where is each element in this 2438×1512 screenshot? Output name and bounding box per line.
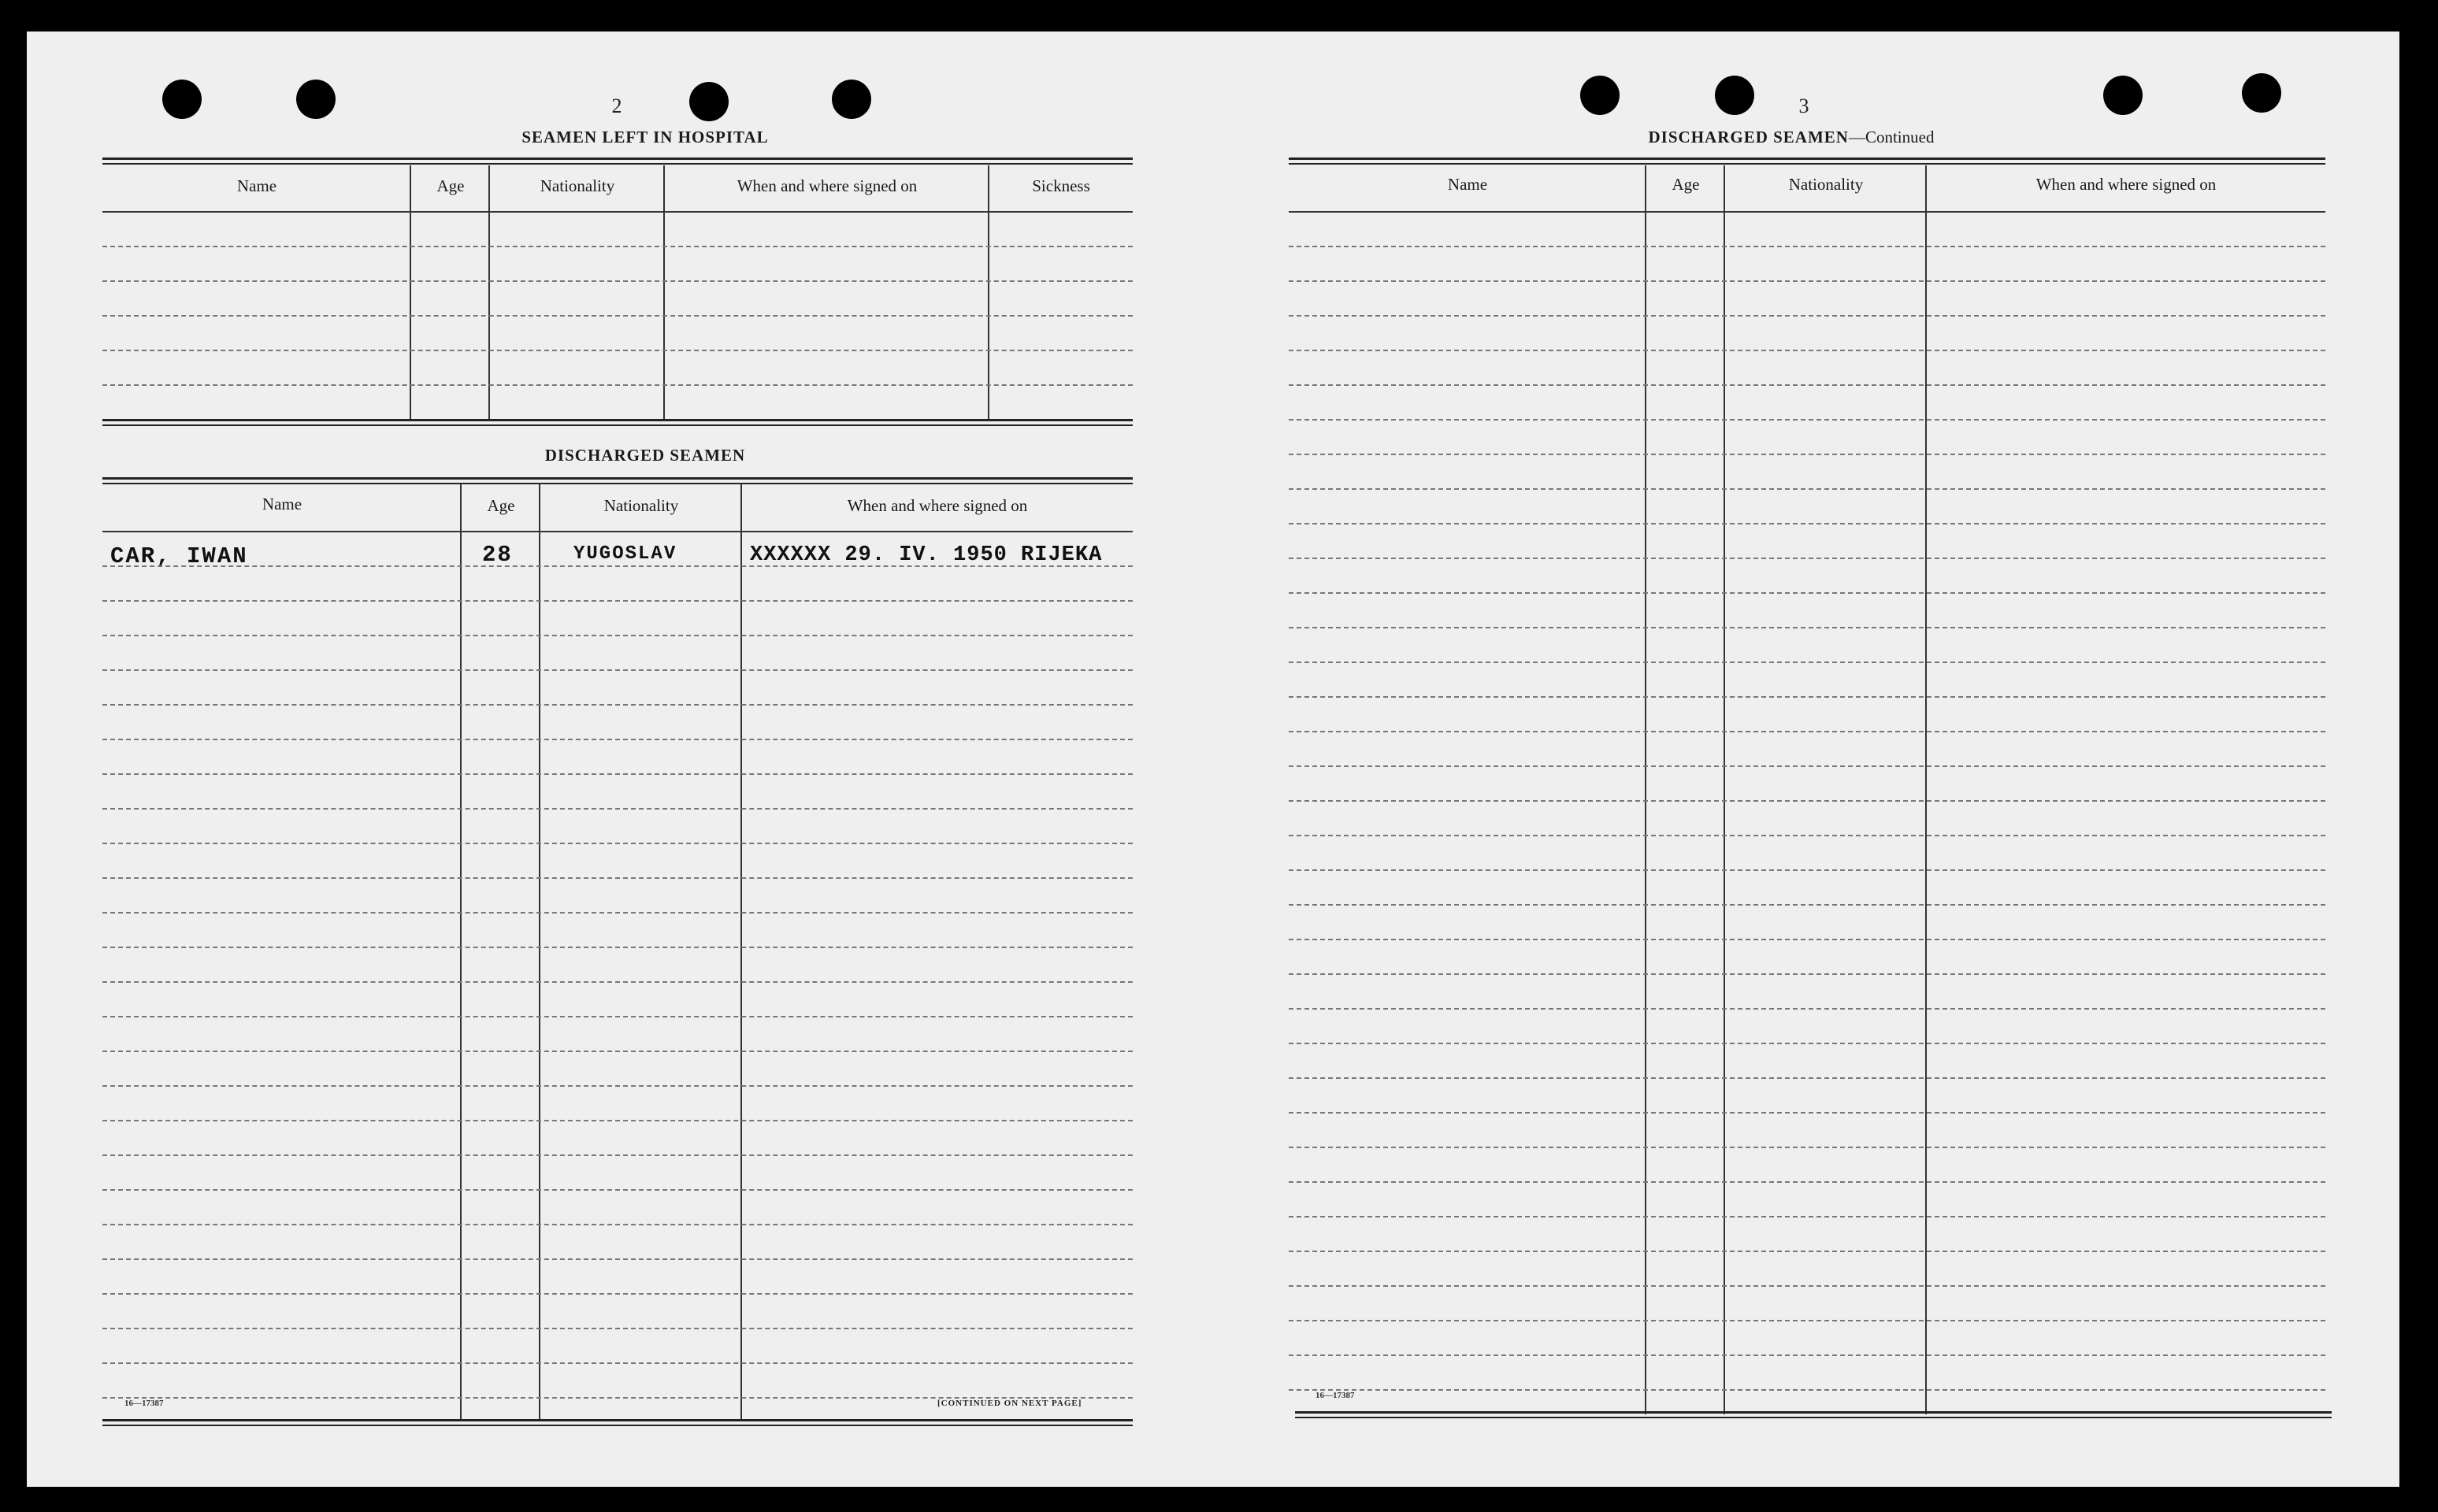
row-line bbox=[1289, 1354, 2325, 1356]
row-line bbox=[1289, 1147, 2325, 1148]
form-number-left: 16—17387 bbox=[124, 1399, 164, 1408]
row-line bbox=[102, 739, 1133, 740]
row-line bbox=[1289, 1251, 2325, 1252]
hospital-col-nationality: Nationality bbox=[540, 176, 615, 195]
row-line bbox=[1289, 662, 2325, 663]
discharged-bottom-rule bbox=[102, 1419, 1133, 1426]
row-line bbox=[1289, 1077, 2325, 1079]
row-line bbox=[102, 1051, 1133, 1052]
right-col-nationality: Nationality bbox=[1788, 175, 1864, 194]
discharged-row-name: CAR, IWAN bbox=[110, 543, 248, 569]
row-line bbox=[1289, 454, 2325, 455]
right-top-rule bbox=[1289, 158, 2325, 165]
row-line bbox=[1289, 869, 2325, 871]
discharged-section-title: DISCHARGED SEAMEN bbox=[544, 446, 746, 465]
punch-hole bbox=[689, 82, 729, 121]
row-line bbox=[1289, 246, 2325, 247]
row-line bbox=[102, 600, 1133, 602]
row-line bbox=[102, 565, 1133, 567]
row-line bbox=[102, 1328, 1133, 1329]
row-line bbox=[1289, 1043, 2325, 1044]
row-line bbox=[1289, 765, 2325, 767]
right-title-main: DISCHARGED SEAMEN bbox=[1648, 128, 1849, 146]
row-line bbox=[1289, 1181, 2325, 1183]
punch-hole bbox=[1715, 76, 1754, 115]
discharged-row-nationality: YUGOSLAV bbox=[573, 543, 677, 565]
punch-hole bbox=[296, 80, 336, 119]
punch-hole bbox=[2242, 73, 2281, 113]
discharged-col-signed-on: When and where signed on bbox=[847, 496, 1028, 515]
punch-hole bbox=[832, 80, 871, 119]
right-col-age: Age bbox=[1672, 175, 1700, 194]
right-title-suffix: —Continued bbox=[1848, 128, 1935, 146]
row-line bbox=[1289, 1008, 2325, 1010]
punch-hole bbox=[162, 80, 202, 119]
discharged-row-age: 28 bbox=[482, 542, 513, 568]
row-line bbox=[102, 1120, 1133, 1121]
row-line bbox=[102, 912, 1133, 914]
right-col-signed-on: When and where signed on bbox=[2035, 175, 2217, 194]
right-col-name: Name bbox=[1447, 175, 1488, 194]
row-line bbox=[102, 704, 1133, 706]
row-line bbox=[1289, 280, 2325, 282]
right-section-title bbox=[1523, 128, 2059, 147]
discharged-row-signed-on: XXXXXX 29. IV. 1950 RIJEKA bbox=[750, 543, 1103, 567]
row-line bbox=[102, 1258, 1133, 1260]
row-line bbox=[102, 843, 1133, 844]
row-line bbox=[1289, 384, 2325, 386]
punch-hole bbox=[2103, 76, 2143, 115]
discharged-col-nationality: Nationality bbox=[603, 496, 679, 515]
row-line bbox=[1289, 558, 2325, 559]
page-number-left: 2 bbox=[611, 94, 622, 117]
page-number-right: 3 bbox=[1798, 94, 1809, 117]
row-line bbox=[1289, 488, 2325, 490]
hospital-section-title: SEAMEN LEFT IN HOSPITAL bbox=[521, 128, 769, 146]
row-line bbox=[1289, 731, 2325, 732]
discharged-col-name: Name bbox=[262, 495, 302, 513]
row-line bbox=[102, 1293, 1133, 1295]
row-line bbox=[1289, 523, 2325, 524]
row-line bbox=[102, 773, 1133, 775]
row-line bbox=[102, 635, 1133, 636]
hospital-col-name: Name bbox=[236, 176, 277, 195]
row-line bbox=[1289, 419, 2325, 421]
row-line bbox=[1289, 1320, 2325, 1321]
hospital-bottom-rule bbox=[102, 419, 1133, 426]
hospital-col-sickness: Sickness bbox=[1032, 176, 1090, 195]
hospital-col-signed-on: When and where signed on bbox=[737, 176, 918, 195]
form-number-right: 16—17387 bbox=[1315, 1391, 1355, 1400]
row-line bbox=[1289, 696, 2325, 698]
row-line bbox=[1289, 1285, 2325, 1287]
row-line bbox=[1289, 973, 2325, 975]
continued-note: [CONTINUED ON NEXT PAGE] bbox=[937, 1399, 1082, 1408]
row-line bbox=[1289, 1112, 2325, 1114]
row-line bbox=[102, 1224, 1133, 1225]
discharged-col-age: Age bbox=[487, 496, 515, 515]
row-line bbox=[1289, 800, 2325, 802]
row-line bbox=[1289, 939, 2325, 940]
row-line bbox=[102, 877, 1133, 879]
row-line bbox=[1289, 904, 2325, 906]
punch-hole bbox=[1580, 76, 1620, 115]
row-line bbox=[102, 981, 1133, 983]
row-line bbox=[1289, 350, 2325, 351]
hospital-col-age: Age bbox=[436, 176, 465, 195]
right-bottom-rule bbox=[1295, 1411, 2332, 1418]
hospital-top-rule bbox=[102, 158, 1133, 165]
row-line bbox=[1289, 592, 2325, 594]
row-line bbox=[1289, 835, 2325, 836]
row-line bbox=[102, 1085, 1133, 1087]
document-sheet bbox=[27, 32, 2399, 1487]
row-line bbox=[102, 947, 1133, 948]
row-line bbox=[102, 808, 1133, 810]
row-line bbox=[1289, 627, 2325, 628]
row-line bbox=[102, 1189, 1133, 1191]
row-line bbox=[1289, 1389, 2325, 1391]
row-line bbox=[1289, 1216, 2325, 1217]
row-line bbox=[102, 669, 1133, 671]
row-line bbox=[102, 1362, 1133, 1364]
row-line bbox=[1289, 315, 2325, 317]
row-line bbox=[102, 1154, 1133, 1156]
discharged-top-rule bbox=[102, 477, 1133, 484]
row-line bbox=[102, 1016, 1133, 1017]
